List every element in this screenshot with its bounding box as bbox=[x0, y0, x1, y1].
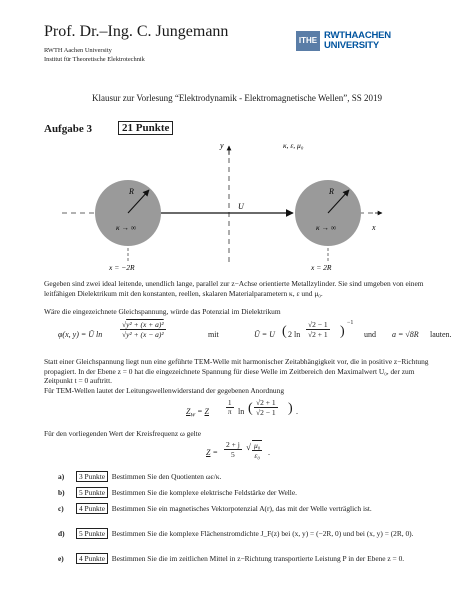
subtask-c-text: Bestimmen Sie ein magnetisches Vektorpotenzial A(r), das mit der Welle verträglich ist. bbox=[111, 504, 372, 513]
wave-impedance-equation: Z = $\frac{2 + j}{5}$ √ $\frac{\text{μ₀}}{\text{ε₀}}$ . bbox=[206, 440, 270, 460]
subtask-e-points: 4 Punkte bbox=[76, 553, 108, 564]
course-title: Klausur zur Vorlesung “Elektrodynamik - Elektromagnetische Wellen”, SS 2019 bbox=[92, 93, 382, 103]
subtask-a-points: 3 Punkte bbox=[76, 471, 108, 482]
subtask-a-label: a) bbox=[58, 472, 65, 481]
eq1-mit: mit bbox=[208, 330, 219, 339]
left-conductivity-label: κ → ∞ bbox=[116, 223, 137, 232]
task-points-box: 21 Punkte bbox=[118, 121, 173, 135]
paragraph-2: Wäre die eingezeichnete Gleichspannung, würde das Potenzial im Dielektrikum bbox=[44, 307, 281, 316]
subtask-e-label: e) bbox=[58, 554, 64, 563]
logo-line-1: RWTHAACHEN bbox=[324, 30, 391, 41]
subtask-b-label: b) bbox=[58, 488, 65, 497]
left-position-label: x = −2R bbox=[109, 263, 135, 272]
voltage-label: U bbox=[238, 202, 244, 211]
subtask-b bbox=[44, 488, 434, 498]
subtask-a bbox=[44, 472, 434, 482]
subtask-e-text: Bestimmen Sie die im zeitlichen Mittel in z−Richtung transportierte Leistung P in der Ebene z = 0. bbox=[111, 554, 405, 563]
y-axis-label: y bbox=[220, 141, 224, 150]
eq1-und: und bbox=[364, 330, 376, 339]
subtask-d-label: d) bbox=[58, 529, 65, 538]
left-radius-label: R bbox=[129, 187, 134, 196]
professor-name: Prof. Dr.–Ing. C. Jungemann bbox=[44, 23, 229, 40]
subtask-d-text: Bestimmen Sie die komplexe Flächenstromdichte J_F(z) bei (x, y) = (−2R, 0) und bei (x, y) = (2R, 0). bbox=[111, 529, 414, 538]
subtask-b-text: Bestimmen Sie die komplexe elektrische Feldstärke der Welle. bbox=[111, 488, 297, 497]
subtask-d bbox=[44, 529, 434, 549]
paragraph-1: Gegeben sind zwei ideal leitende, unendlich lange, parallel zur z−Achse orientierte Metallzylinder. Sie sind umgeben von einem leitfähigen Dielektrikum mit den konstanten, reellen, skalaren Materialparametern κ, ε und μ₀. bbox=[44, 279, 424, 298]
task-title: Aufgabe 3 bbox=[44, 123, 92, 135]
subtask-d-points: 5 Punkte bbox=[76, 528, 108, 539]
subtask-e bbox=[44, 554, 434, 574]
subtask-b-points: 5 Punkte bbox=[76, 487, 108, 498]
right-conductivity-label: κ → ∞ bbox=[316, 223, 337, 232]
subtask-c bbox=[44, 504, 434, 524]
right-radius-label: R bbox=[329, 187, 334, 196]
institute-name: Institut für Theoretische Elektrotechnik bbox=[44, 55, 145, 63]
paragraph-5: Für den vorliegenden Wert der Kreisfrequenz ω gelte bbox=[44, 429, 202, 438]
subtask-c-points: 4 Punkte bbox=[76, 503, 108, 514]
eq1-lauten: lauten. bbox=[430, 330, 452, 339]
subtask-a-text: Bestimmen Sie den Quotienten ωε/κ. bbox=[111, 472, 222, 481]
paragraph-4: Für TEM-Wellen lautet der Leitungswellenwiderstand der gegebenen Anordnung bbox=[44, 386, 285, 395]
subtask-c-label: c) bbox=[58, 504, 64, 513]
right-position-label: x = 2R bbox=[311, 263, 332, 272]
logo-line-2: UNIVERSITY bbox=[324, 40, 380, 51]
university-name: RWTH Aachen University bbox=[44, 47, 112, 54]
paragraph-3: Statt einer Gleichspannung liegt nun eine geführte TEM-Welle mit harmonischer Zeitabhängigkeit vor, die in positive z−Richtung propagiert. In der Ebene z = 0 hat die eingezeichnete Spannung für diese Welle im Zeitbereich den Maximalwert U₀, der zum Zeitpunkt t = 0 auftritt. bbox=[44, 357, 429, 386]
x-axis-label: x bbox=[372, 223, 376, 232]
material-params-label: κ, ε, μ₀ bbox=[283, 141, 304, 150]
impedance-equation: $Z_W = Z$ $\frac{1}{\pi}$ ln ( $\frac{√2 + 1}{√2 - 1}$ ) . bbox=[186, 398, 298, 419]
potential-equation: φ(x, y) = Ū ln $\frac{\text{√y² + (x + a)²}}{\text{√y² + (x − a)²}}$ mit Ū = U ( 2 ln $\frac{√2 - 1}{√2 + 1}$ ) −1 und a = √8R lauten. bbox=[58, 320, 452, 339]
ithe-logo-mark: ITHE bbox=[296, 31, 320, 51]
